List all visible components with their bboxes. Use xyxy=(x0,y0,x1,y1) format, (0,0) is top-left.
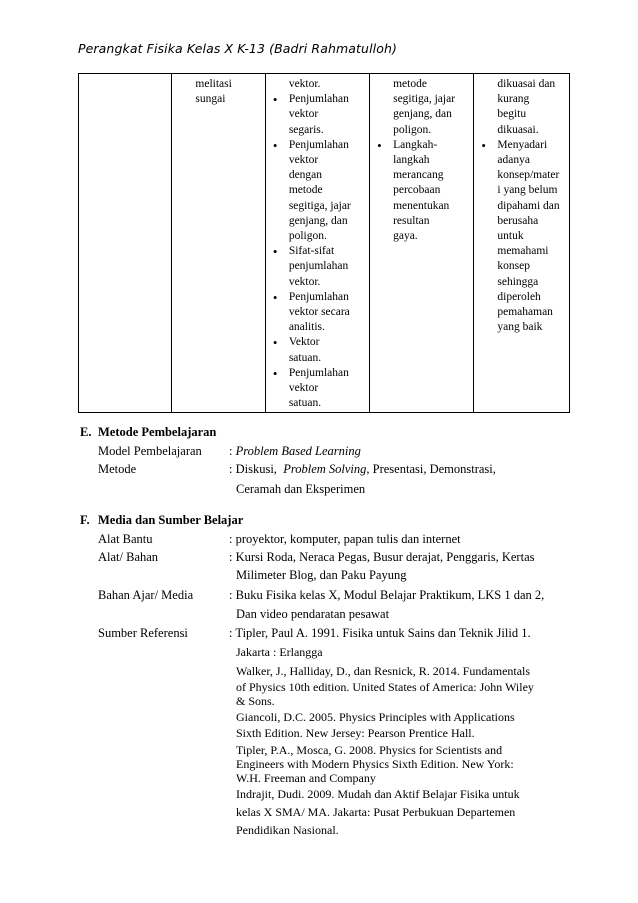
bullet-line: konsep xyxy=(497,260,530,273)
sumber-label: Sumber Referensi xyxy=(98,626,188,640)
colon: : xyxy=(229,588,233,602)
bullet-list xyxy=(271,92,364,411)
bullet-line: merancang xyxy=(393,169,444,182)
section-title: Media dan Sumber Belajar xyxy=(98,513,244,527)
cell-lead xyxy=(375,77,468,138)
table-row xyxy=(79,74,570,413)
colon: : xyxy=(229,550,233,564)
lead-line: poligon. xyxy=(393,123,432,136)
cell-lead: vektor. xyxy=(288,78,321,90)
lesson-plan-table xyxy=(78,73,570,413)
lead-line: dikuasai dan xyxy=(497,78,556,90)
reference-line: Walker, J., Halliday, D., dan Resnick, R. 2014. Fundamentals xyxy=(236,664,531,678)
bullet-line: • Penjumlahan xyxy=(288,93,349,106)
reference-line: kelas X SMA/ MA. Jakarta: Pusat Perbukuan Departemen xyxy=(236,805,516,819)
bullet-line: • Penjumlahan xyxy=(288,366,349,379)
bahan-ajar-value xyxy=(229,588,544,603)
bullet-line: poligon. xyxy=(288,230,327,243)
lead-line: dikuasai. xyxy=(497,123,539,136)
bullet-line: • Penjumlahan xyxy=(288,138,349,151)
lead-line: kurang xyxy=(497,93,530,106)
bullet-line: • Penjumlahan xyxy=(288,290,349,303)
bullet-item xyxy=(271,290,364,336)
bullet-line: segitiga, jajar xyxy=(288,199,351,212)
bahan-ajar-text: Buku Fisika kelas X, Modul Belajar Praktikum, LKS 1 dan 2, xyxy=(235,588,545,602)
bullet-line: untuk xyxy=(497,230,524,243)
bullet-line: • Sifat-sifat xyxy=(288,245,335,258)
bullet-item xyxy=(271,92,364,138)
bullet-line: • Menyadari xyxy=(497,138,548,151)
section-f-heading xyxy=(80,513,243,528)
table-cell-col4 xyxy=(370,74,474,413)
alat-bahan-value xyxy=(229,550,534,565)
reference-line: Pendidikan Nasional. xyxy=(236,823,339,837)
bullet-line: resultan xyxy=(393,214,430,227)
bullet-item xyxy=(271,138,364,244)
reference-line: Jakarta : Erlangga xyxy=(236,645,323,659)
section-e-heading xyxy=(80,425,216,440)
metode-value-line2: Ceramah dan Eksperimen xyxy=(236,482,366,496)
bullet-item xyxy=(271,244,364,290)
model-label: Model Pembelajaran xyxy=(98,444,202,458)
bullet-line: percobaan xyxy=(393,184,441,197)
bullet-line: segaris. xyxy=(288,123,324,136)
alat-bantu-text: proyektor, komputer, papan tulis dan internet xyxy=(235,532,461,546)
bullet-list xyxy=(479,138,564,336)
colon: : xyxy=(229,626,233,640)
cell-line: sungai xyxy=(195,93,226,106)
cell-lines xyxy=(177,77,259,107)
reference-line: Indrajit, Dudi. 2009. Mudah dan Aktif Belajar Fisika untuk xyxy=(236,787,520,801)
bullet-line: satuan. xyxy=(288,351,322,364)
bullet-line: langkah xyxy=(393,154,430,167)
bullet-line: analitis. xyxy=(288,321,325,334)
bullet-line: memahami xyxy=(497,245,549,258)
reference-line: Sixth Edition. New Jersey: Pearson Prentice Hall. xyxy=(236,726,475,740)
section-number: F. xyxy=(80,513,90,527)
metode-value xyxy=(229,462,496,477)
bullet-line: gaya. xyxy=(393,230,418,243)
metode-label: Metode xyxy=(98,462,137,476)
alat-bantu-value xyxy=(229,532,461,547)
bullet-line: adanya xyxy=(497,154,530,167)
colon: : xyxy=(229,462,233,476)
bullet-line: vektor xyxy=(288,154,319,167)
lead-line: metode xyxy=(393,78,427,90)
model-value-text: Problem Based Learning xyxy=(235,444,361,458)
bullet-line: diperoleh xyxy=(497,290,541,303)
alat-bahan-text: Kursi Roda, Neraca Pegas, Busur derajat, Penggaris, Kertas xyxy=(235,550,535,564)
bullet-line: sehingga xyxy=(497,275,539,288)
bullet-line: i yang belum xyxy=(497,184,558,197)
bullet-list xyxy=(375,138,468,244)
bullet-item xyxy=(271,335,364,365)
sumber-value xyxy=(229,626,531,641)
metode-value-3: , Presentasi, Demonstrasi, xyxy=(366,462,496,476)
bullet-line: vektor secara xyxy=(288,306,350,319)
bullet-line: vektor. xyxy=(288,275,321,288)
table-cell-col5 xyxy=(474,74,570,413)
section-number: E. xyxy=(80,425,92,439)
sumber-text: Tipler, Paul A. 1991. Fisika untuk Sains dan Teknik Jilid 1. xyxy=(235,626,531,640)
table-cell-col3 xyxy=(265,74,369,413)
bullet-line: dengan xyxy=(288,169,323,182)
metode-value-2: Problem Solving xyxy=(283,462,367,476)
bullet-line: penjumlahan xyxy=(288,260,349,273)
bahan-ajar-line2: Dan video pendaratan pesawat xyxy=(236,607,390,621)
reference-line: W.H. Freeman and Company xyxy=(236,771,376,785)
alat-bahan-line2: Milimeter Blog, dan Paku Payung xyxy=(236,568,407,582)
bullet-line: vektor xyxy=(288,382,319,395)
alat-bantu-label: Alat Bantu xyxy=(98,532,153,546)
lead-line: genjang, dan xyxy=(393,108,452,121)
bullet-line: • Vektor xyxy=(288,336,320,349)
bullet-line: yang baik xyxy=(497,321,543,334)
bullet-line: satuan. xyxy=(288,397,322,410)
colon: : xyxy=(229,532,233,546)
reference-line: Giancoli, D.C. 2005. Physics Principles with Applications xyxy=(236,710,515,724)
reference-line: of Physics 10th edition. United States of America: John Wiley xyxy=(236,680,534,694)
colon: : xyxy=(229,444,233,458)
bullet-item xyxy=(479,138,564,336)
table-cell-col1 xyxy=(79,74,172,413)
table-cell-col2 xyxy=(172,74,265,413)
bullet-line: pemahaman xyxy=(497,306,553,319)
bullet-line: dipahami dan xyxy=(497,199,560,212)
cell-lead xyxy=(479,77,564,138)
metode-value-1: Diskusi, xyxy=(235,462,277,476)
model-value xyxy=(229,444,361,459)
bullet-item xyxy=(375,138,468,244)
bullet-line: metode xyxy=(288,184,323,197)
reference-line: & Sons. xyxy=(236,694,275,708)
bullet-line: berusaha xyxy=(497,214,539,227)
reference-line: Engineers with Modern Physics Sixth Edition. New York: xyxy=(236,757,514,771)
reference-line: Tipler, P.A., Mosca, G. 2008. Physics for Scientists and xyxy=(236,743,503,757)
bullet-line: vektor xyxy=(288,108,319,121)
cell-line: melitasi xyxy=(195,78,232,90)
alat-bahan-label: Alat/ Bahan xyxy=(98,550,159,564)
bahan-ajar-label: Bahan Ajar/ Media xyxy=(98,588,194,602)
bullet-line: genjang, dan xyxy=(288,214,348,227)
bullet-line: konsep/mater xyxy=(497,169,560,182)
bullet-line: menentukan xyxy=(393,199,450,212)
lead-line: begitu xyxy=(497,108,527,121)
section-title: Metode Pembelajaran xyxy=(98,425,217,439)
bullet-line: • Langkah- xyxy=(393,138,438,151)
bullet-item xyxy=(271,366,364,412)
running-header: Perangkat Fisika Kelas X K-13 (Badri Rahmatulloh) xyxy=(78,41,397,56)
lead-line: segitiga, jajar xyxy=(393,93,456,106)
